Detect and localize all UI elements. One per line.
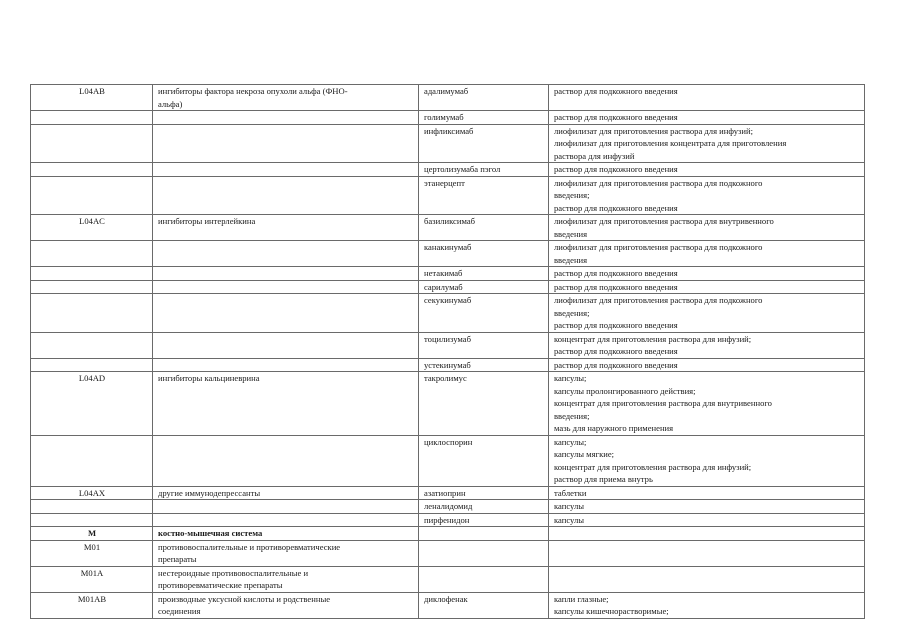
drug-name-cell — [419, 372, 549, 436]
drug-name-line: циклоспорин — [424, 436, 473, 447]
drug-name-cell — [419, 527, 549, 541]
dosage-form-line: введения; — [554, 190, 590, 200]
dosage-form-line: капсулы; — [554, 373, 587, 383]
atc-code-text: M01AB — [77, 593, 107, 604]
table-row — [31, 163, 865, 177]
dosage-form-cell — [549, 280, 865, 294]
drug-name-line: тоцилизумаб — [424, 333, 471, 344]
dosage-form-line: концентрат для приготовления раствора для внутривенного — [554, 398, 772, 408]
pharmacological-group-cell — [153, 435, 419, 486]
dosage-form-cell — [549, 513, 865, 527]
pharmacological-group-cell — [153, 280, 419, 294]
table-row — [31, 540, 865, 566]
pharmacological-group-cell — [153, 566, 419, 592]
dosage-form-cell — [549, 358, 865, 372]
table-row — [31, 527, 865, 541]
atc-code-text: M — [87, 528, 97, 538]
drug-name-cell — [419, 85, 549, 111]
atc-code-cell — [31, 85, 153, 111]
atc-code-text: L04AC — [79, 216, 105, 226]
drug-name-cell — [419, 540, 549, 566]
dosage-form-line: введения; — [554, 410, 590, 421]
dosage-form-line: капсулы пролонгированного действия; — [554, 385, 696, 396]
dosage-form-cell — [549, 111, 865, 125]
atc-code-cell — [31, 500, 153, 514]
pharmacological-group-cell — [153, 592, 419, 618]
drug-name-cell — [419, 592, 549, 618]
drug-name-cell — [419, 124, 549, 163]
pharmacological-group-line: ингибиторы кальциневрина — [158, 373, 260, 383]
table-body — [31, 85, 865, 619]
pharmacological-group-line: ингибиторы фактора некроза опухоли альфа (ФНО- — [158, 86, 348, 96]
atc-code-cell — [31, 163, 153, 177]
pharmacological-group-line: соединения — [158, 606, 201, 616]
dosage-form-cell — [549, 241, 865, 267]
dosage-form-cell — [549, 85, 865, 111]
atc-code-cell — [31, 372, 153, 436]
pharmacological-group-line: другие иммунодепрессанты — [158, 487, 261, 498]
drug-name-cell — [419, 163, 549, 177]
dosage-form-cell — [549, 176, 865, 215]
drug-name-line: пирфенидон — [424, 514, 470, 525]
table-row — [31, 513, 865, 527]
drug-name-line: азатиоприн — [424, 487, 466, 498]
atc-code-cell — [31, 566, 153, 592]
drug-list-table — [30, 84, 865, 619]
dosage-form-line: раствора для инфузий — [554, 150, 635, 161]
dosage-form-line: раствор для подкожного введения — [554, 268, 678, 278]
atc-code-cell — [31, 176, 153, 215]
table-row — [31, 176, 865, 215]
pharmacological-group-cell — [153, 294, 419, 333]
drug-name-line: секукинумаб — [424, 295, 472, 305]
pharmacological-group-cell — [153, 215, 419, 241]
atc-code-text: L04AX — [78, 487, 106, 498]
pharmacological-group-cell — [153, 372, 419, 436]
drug-name-cell — [419, 267, 549, 281]
pharmacological-group-cell — [153, 176, 419, 215]
atc-code-cell — [31, 215, 153, 241]
pharmacological-group-cell — [153, 527, 419, 541]
atc-code-cell — [31, 435, 153, 486]
dosage-form-cell — [549, 124, 865, 163]
dosage-form-line: раствор для подкожного введения — [554, 281, 678, 292]
drug-name-cell — [419, 280, 549, 294]
drug-name-cell — [419, 486, 549, 500]
dosage-form-cell — [549, 500, 865, 514]
dosage-form-cell — [549, 486, 865, 500]
pharmacological-group-line: альфа) — [158, 98, 183, 109]
dosage-form-line: лиофилизат для приготовления раствора для внутривенного — [554, 216, 774, 226]
dosage-form-line: капсулы — [554, 514, 585, 525]
dosage-form-line: капсулы мягкие; — [554, 449, 615, 459]
table-row — [31, 435, 865, 486]
dosage-form-cell — [549, 294, 865, 333]
pharmacological-group-cell — [153, 111, 419, 125]
dosage-form-cell — [549, 566, 865, 592]
atc-code-cell — [31, 513, 153, 527]
dosage-form-line: раствор для подкожного введения — [554, 320, 678, 330]
dosage-form-line: капсулы; — [554, 436, 587, 447]
pharmacological-group-cell — [153, 124, 419, 163]
table-row — [31, 372, 865, 436]
drug-name-cell — [419, 294, 549, 333]
dosage-form-line: введения — [554, 228, 588, 239]
pharmacological-group-line: производные уксусной кислоты и родственные — [158, 593, 331, 604]
atc-code-cell — [31, 294, 153, 333]
dosage-form-line: концентрат для приготовления раствора для инфузий; — [554, 461, 752, 472]
table-row — [31, 566, 865, 592]
table-row — [31, 124, 865, 163]
pharmacological-group-line: противоревматические препараты — [158, 580, 283, 590]
drug-name-line: устекинумаб — [424, 359, 471, 370]
dosage-form-line: раствор для подкожного введения — [554, 359, 678, 370]
atc-code-cell — [31, 592, 153, 618]
dosage-form-line: введения — [554, 254, 588, 265]
drug-name-line: сарилумаб — [424, 281, 463, 292]
drug-name-line: цертолизумаба пэгол — [424, 164, 501, 174]
pharmacological-group-cell — [153, 540, 419, 566]
atc-code-cell — [31, 111, 153, 125]
table-row — [31, 486, 865, 500]
drug-name-line: канакинумаб — [424, 242, 472, 252]
table-row — [31, 358, 865, 372]
table-row — [31, 592, 865, 618]
pharmacological-group-cell — [153, 486, 419, 500]
dosage-form-cell — [549, 540, 865, 566]
pharmacological-group-cell — [153, 513, 419, 527]
pharmacological-group-line: нестероидные противовоспалительные и — [158, 567, 309, 578]
dosage-form-cell — [549, 267, 865, 281]
atc-code-text: M01A — [80, 567, 104, 578]
table-row — [31, 215, 865, 241]
dosage-form-line: лиофилизат для приготовления раствора для подкожного — [554, 295, 763, 305]
drug-name-cell — [419, 500, 549, 514]
dosage-form-line: раствор для подкожного введения — [554, 202, 678, 213]
pharmacological-group-cell — [153, 332, 419, 358]
drug-name-line: диклофенак — [424, 593, 468, 604]
table-row — [31, 280, 865, 294]
dosage-form-line: лиофилизат для приготовления раствора для подкожного — [554, 177, 763, 188]
dosage-form-line: раствор для подкожного введения — [554, 346, 678, 356]
table-row — [31, 332, 865, 358]
drug-name-cell — [419, 513, 549, 527]
dosage-form-line: лиофилизат для приготовления раствора для инфузий; — [554, 125, 753, 136]
atc-code-cell — [31, 527, 153, 541]
pharmacological-group-line: ингибиторы интерлейкина — [158, 216, 256, 226]
atc-code-cell — [31, 241, 153, 267]
table-row — [31, 241, 865, 267]
dosage-form-line: раствор для подкожного введения — [554, 86, 678, 96]
table-row — [31, 294, 865, 333]
dosage-form-cell — [549, 163, 865, 177]
dosage-form-cell — [549, 215, 865, 241]
pharmacological-group-cell — [153, 358, 419, 372]
drug-name-line: адалимумаб — [424, 86, 469, 96]
drug-name-line: нетакимаб — [424, 268, 463, 278]
drug-name-cell — [419, 435, 549, 486]
atc-code-cell — [31, 332, 153, 358]
drug-name-line: леналидомид — [424, 501, 473, 511]
dosage-form-line: лиофилизат для приготовления концентрата для приготовления — [554, 138, 787, 148]
dosage-form-line: капсулы кишечнорастворимые; — [554, 606, 669, 616]
pharmacological-group-cell — [153, 163, 419, 177]
dosage-form-line: таблетки — [554, 487, 587, 498]
pharmacological-group-line: препараты — [158, 554, 197, 564]
drug-name-cell — [419, 111, 549, 125]
dosage-form-line: капсулы — [554, 501, 585, 511]
dosage-form-line: введения; — [554, 307, 590, 318]
atc-code-cell — [31, 358, 153, 372]
drug-name-cell — [419, 566, 549, 592]
atc-code-cell — [31, 540, 153, 566]
pharmacological-group-line: противовоспалительные и противоревматические — [158, 541, 341, 552]
drug-name-line: этанерцепт — [424, 177, 465, 188]
drug-name-cell — [419, 176, 549, 215]
dosage-form-line: мазь для наружного применения — [554, 423, 674, 433]
atc-code-cell — [31, 267, 153, 281]
drug-name-cell — [419, 215, 549, 241]
dosage-form-cell — [549, 332, 865, 358]
atc-code-text: L04AB — [79, 86, 105, 96]
pharmacological-group-cell — [153, 85, 419, 111]
table-row — [31, 500, 865, 514]
dosage-form-line: раствор для подкожного введения — [554, 112, 678, 122]
dosage-form-line: капли глазные; — [554, 593, 609, 604]
dosage-form-line: раствор для приема внутрь — [554, 474, 653, 484]
pharmacological-group-cell — [153, 500, 419, 514]
table-row — [31, 267, 865, 281]
drug-name-line: базиликсимаб — [424, 216, 476, 226]
table-row — [31, 85, 865, 111]
dosage-form-cell — [549, 372, 865, 436]
atc-code-text: M01 — [83, 541, 101, 552]
drug-name-cell — [419, 332, 549, 358]
drug-name-line: такролимус — [424, 373, 467, 383]
atc-code-text: L04AD — [78, 373, 106, 383]
drug-name-line: инфликсимаб — [424, 125, 474, 136]
dosage-form-cell — [549, 435, 865, 486]
drug-name-line: голимумаб — [424, 112, 464, 122]
atc-code-cell — [31, 280, 153, 294]
drug-name-cell — [419, 241, 549, 267]
table-row — [31, 111, 865, 125]
pharmacological-group-line: костно-мышечная система — [158, 528, 263, 538]
atc-code-cell — [31, 486, 153, 500]
drug-name-cell — [419, 358, 549, 372]
dosage-form-line: лиофилизат для приготовления раствора для подкожного — [554, 242, 763, 252]
atc-code-cell — [31, 124, 153, 163]
dosage-form-line: раствор для подкожного введения — [554, 164, 678, 174]
pharmacological-group-cell — [153, 241, 419, 267]
dosage-form-cell — [549, 527, 865, 541]
dosage-form-cell — [549, 592, 865, 618]
pharmacological-group-cell — [153, 267, 419, 281]
dosage-form-line: концентрат для приготовления раствора для инфузий; — [554, 333, 752, 344]
